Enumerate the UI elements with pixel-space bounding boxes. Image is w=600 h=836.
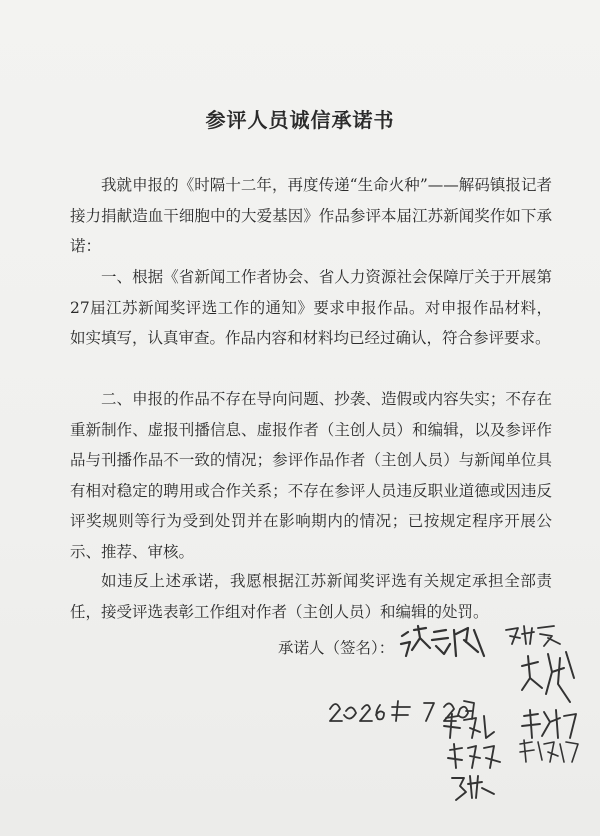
paragraph-liability-text: 如违反上述承诺，我愿根据江苏新闻奖评选有关规定承担全部责任，接受评选表彰工作组对作者（主创人员）和编辑的处罚。 xyxy=(70,572,552,621)
paragraph-intro-text: 我就申报的《时隔十二年，再度传递“生命火种”——解码镇报记者接力捐献造血干细胞中的大爱基因》作品参评本届江苏新闻奖作如下承诺： xyxy=(70,176,552,255)
paragraph-commitment-1-text: 一、根据《省新闻工作者协会、省人力资源社会保障厅关于开展第27届江苏新闻奖评选工作的通知》要求申报作品。对申报作品材料，如实填写，认真审查。作品内容和材料均已经过确认，符合参评要求。 xyxy=(70,268,552,347)
signature-vertical-right xyxy=(518,648,578,708)
signature-left-2 xyxy=(446,742,502,772)
signature-label: 承诺人（签名）： xyxy=(278,639,395,657)
signature-main xyxy=(398,622,488,662)
signature-right-bottom xyxy=(518,738,582,766)
signature-left-1 xyxy=(442,712,498,742)
document-title: 参评人员诚信承诺书 xyxy=(205,108,395,132)
paragraph-commitment-2-text: 二、申报的作品不存在导向问题、抄袭、造假或内容失实；不存在重新制作、虚报刊播信息、虚报作者（主创人员）和编辑，以及参评作品与刊播作品不一致的情况；参评作品作者（主创人员）与新闻单位具有相对稳定的聘用或合作关系；不存在参评人员违反职业道德或因违反评奖规则等行为受到处罚并在影响期内的情况；已按规定程序开展公示、推荐、审核。 xyxy=(70,390,552,561)
paragraph-intro xyxy=(70,170,552,262)
signature-top-right xyxy=(504,622,562,648)
paragraph-liability xyxy=(70,566,552,627)
paragraph-commitment-2 xyxy=(70,384,552,567)
signature-left-3 xyxy=(448,772,498,802)
signature-right-lower xyxy=(520,708,580,742)
paragraph-commitment-1 xyxy=(70,262,552,354)
